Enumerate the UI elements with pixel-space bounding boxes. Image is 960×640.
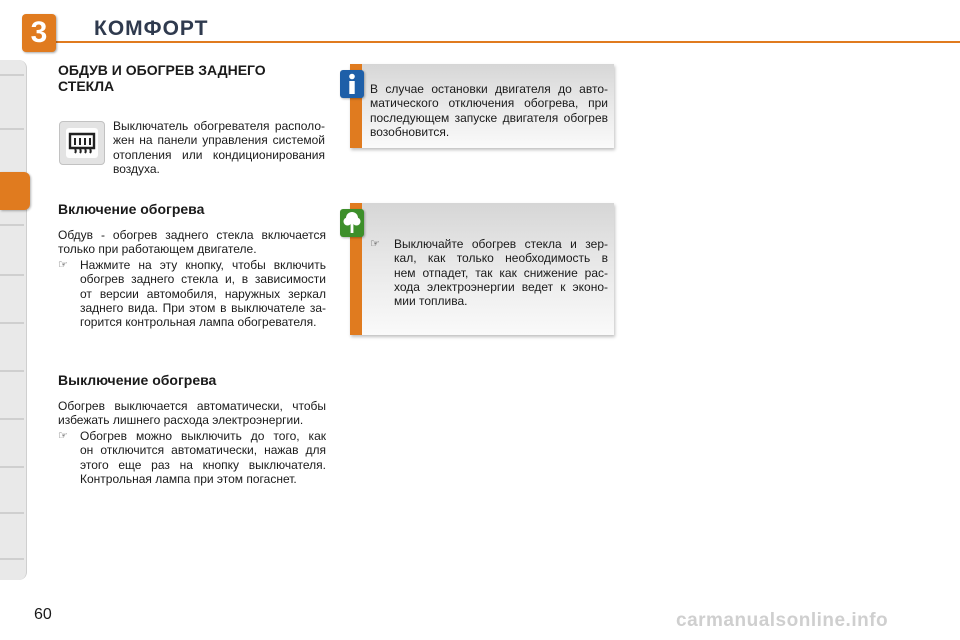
info-box-line: последующем запуске двигателя обогрев bbox=[370, 110, 608, 125]
info-box-line: возобновится. bbox=[370, 124, 450, 139]
tab-divider bbox=[0, 466, 24, 468]
chapter-tab-strip bbox=[0, 60, 27, 580]
tab-divider bbox=[0, 128, 24, 130]
switch-off-line: Обогрев выключается автоматически, чтобы bbox=[58, 399, 326, 413]
switch-on-bullet-line: заднего вида. При этом в выключателе за- bbox=[80, 300, 326, 315]
info-box-text bbox=[370, 82, 608, 139]
switch-off-bullet-line: этого еще раз на кнопку выключателя. bbox=[80, 457, 326, 472]
chapter-number-badge: 3 bbox=[22, 14, 56, 52]
eco-box-line: хода электроэнергии ведет к эконо- bbox=[394, 279, 608, 294]
switch-off-line: избежать лишнего расхода электроэнергии. bbox=[58, 413, 304, 428]
intro-line: отопления или кондиционирования bbox=[113, 147, 325, 162]
info-box-line: матического отключения обогрева, при bbox=[370, 96, 608, 111]
pointer-hand-icon: ☞ bbox=[58, 259, 68, 271]
switch-on-text bbox=[58, 228, 326, 257]
chapter-title: КОМФОРТ bbox=[94, 17, 209, 40]
tab-divider bbox=[0, 558, 24, 560]
eco-tip-box bbox=[350, 203, 614, 335]
tab-divider bbox=[0, 322, 24, 324]
tab-divider bbox=[0, 74, 24, 76]
eco-box-line: кал, как только необходимость в bbox=[394, 251, 608, 266]
section-title bbox=[58, 62, 318, 94]
tab-divider bbox=[0, 224, 24, 226]
eco-tree-icon bbox=[340, 209, 364, 237]
intro-line: Выключатель обогревателя располо- bbox=[113, 119, 325, 133]
switch-off-bullet bbox=[58, 429, 326, 491]
switch-off-bullet-line: Контрольная лампа при этом погаснет. bbox=[80, 471, 297, 486]
tab-divider bbox=[0, 274, 24, 276]
section-title-line1: ОБДУВ И ОБОГРЕВ ЗАДНЕГО bbox=[58, 62, 266, 78]
switch-on-bullet-line: Нажмите на эту кнопку, чтобы включить bbox=[80, 258, 326, 272]
switch-on-heading: Включение обогрева bbox=[58, 201, 205, 217]
watermark: carmanualsonline.info bbox=[676, 610, 889, 631]
switch-on-bullet-line: от версии автомобиля, наружных зеркал bbox=[80, 286, 326, 301]
info-box bbox=[350, 64, 614, 148]
intro-line: воздуха. bbox=[113, 161, 160, 176]
eco-box-line: мии топлива. bbox=[394, 294, 468, 309]
switch-on-line: Обдув - обогрев заднего стекла включается bbox=[58, 228, 326, 242]
pointer-hand-icon: ☞ bbox=[58, 430, 68, 442]
switch-on-line: только при работающем двигателе. bbox=[58, 242, 257, 257]
switch-on-bullet-line: обогрев заднего стекла и, в зависимости bbox=[80, 272, 326, 287]
section-title-line2: СТЕКЛА bbox=[58, 78, 115, 94]
rear-defrost-icon bbox=[66, 128, 98, 158]
intro-line: жен на панели управления системой bbox=[113, 133, 325, 148]
switch-off-heading: Выключение обогрева bbox=[58, 372, 217, 388]
page-number: 60 bbox=[34, 606, 52, 623]
tab-divider bbox=[0, 418, 24, 420]
switch-off-bullet-line: Обогрев можно выключить до того, как bbox=[80, 429, 326, 443]
rear-defrost-button-illustration bbox=[59, 121, 105, 165]
intro-text bbox=[113, 119, 325, 176]
eco-box-line: Выключайте обогрев стекла и зер- bbox=[394, 237, 608, 251]
tab-divider bbox=[0, 370, 24, 372]
header bbox=[0, 0, 960, 52]
switch-off-bullet-line: он отключится автоматически, нажав для bbox=[80, 443, 326, 458]
info-box-line: В случае остановки двигателя до авто- bbox=[370, 82, 608, 96]
active-chapter-tab[interactable] bbox=[0, 172, 30, 210]
info-icon bbox=[340, 70, 364, 98]
switch-off-text bbox=[58, 399, 326, 428]
eco-box-text bbox=[370, 237, 608, 317]
header-rule bbox=[56, 41, 960, 43]
switch-on-bullet bbox=[58, 258, 326, 334]
eco-box-line: нем отпадет, так как снижение рас- bbox=[394, 265, 608, 280]
tab-divider bbox=[0, 512, 24, 514]
pointer-hand-icon: ☞ bbox=[370, 238, 380, 250]
switch-on-bullet-line: горится контрольная лампа обогревателя. bbox=[80, 315, 317, 330]
